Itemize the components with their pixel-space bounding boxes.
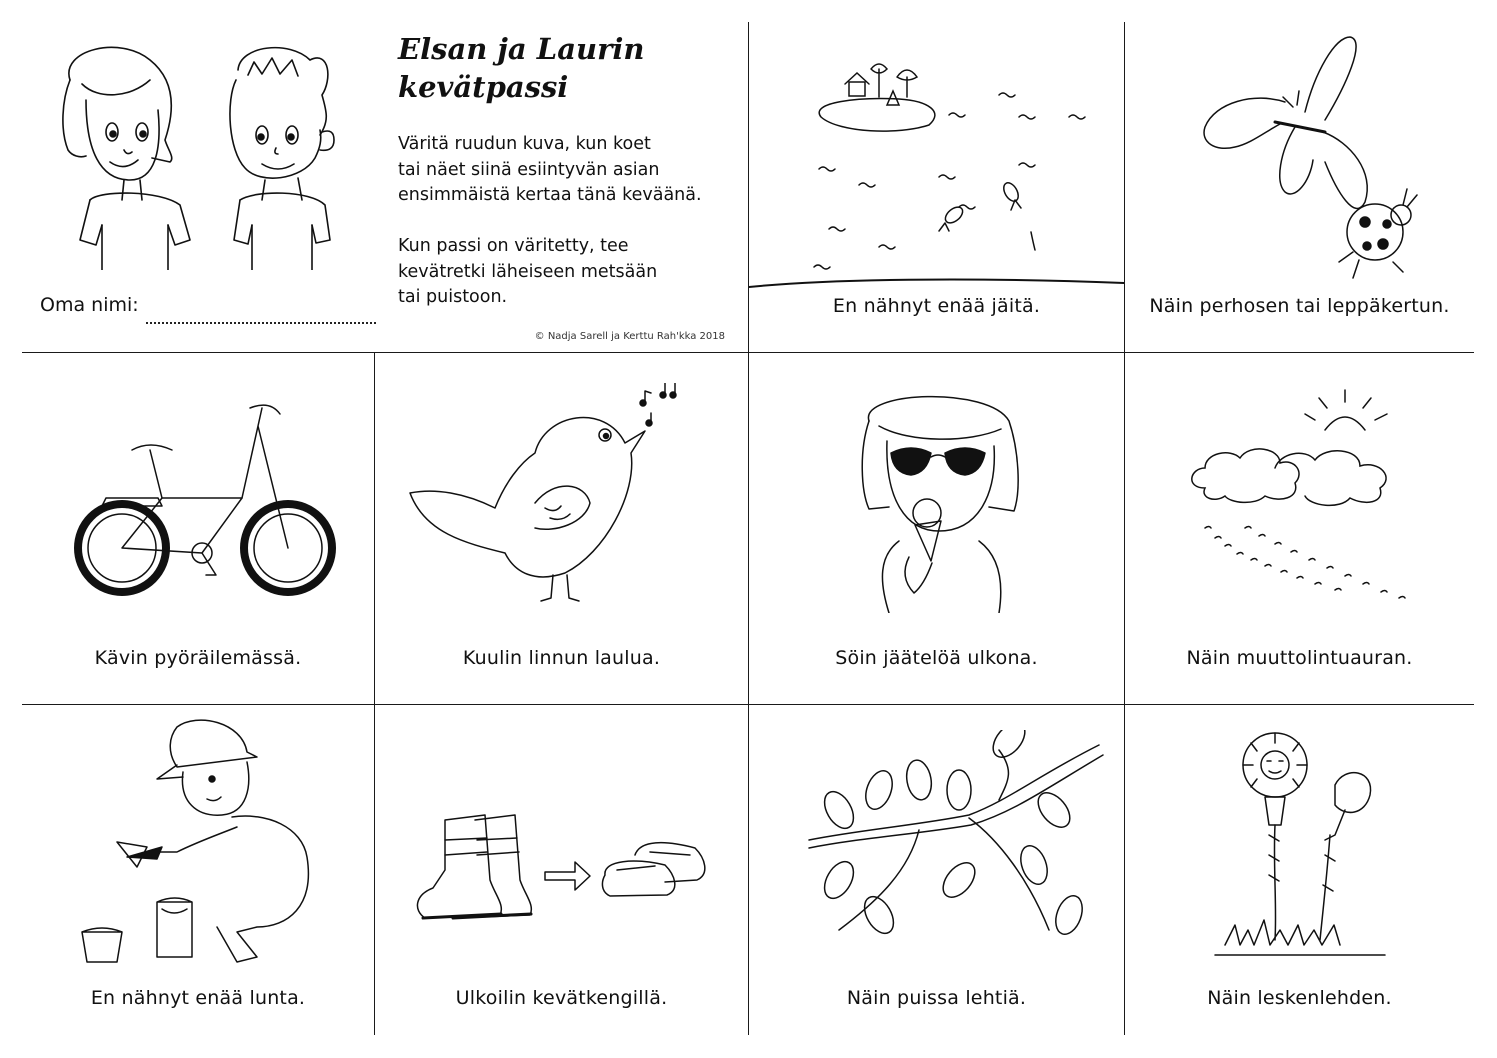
cell-caption: Söin jäätelöä ulkona. <box>835 647 1038 669</box>
boy-sandbox-icon <box>57 717 347 972</box>
instructions-line: ensimmäistä kertaa tänä keväänä. <box>398 185 702 205</box>
instructions-line: tai näet siinä esiintyvän asian <box>398 159 660 180</box>
cell-snow[interactable] <box>22 705 374 1035</box>
cell-leaves[interactable] <box>749 705 1124 1035</box>
cell-bird[interactable] <box>375 353 748 704</box>
leafy-branch-icon <box>799 730 1109 965</box>
name-label: Oma nimi: <box>40 294 139 316</box>
cell-caption: Kävin pyöräilemässä. <box>94 647 302 669</box>
cell-caption: Näin perhosen tai leppäkertun. <box>1149 295 1450 317</box>
instructions-line: tai puistoon. <box>398 287 508 307</box>
cell-caption: En nähnyt enää lunta. <box>90 987 306 1009</box>
kids-illustration <box>40 40 340 270</box>
cell-caption: Näin puissa lehtiä. <box>846 987 1027 1009</box>
cell-caption: En nähnyt enää jäitä. <box>832 295 1041 317</box>
singing-bird-icon <box>405 383 705 613</box>
copyright-text: © Nadja Sarell ja Kerttu Rah'kka 2018 <box>534 331 725 342</box>
cell-shoes[interactable] <box>375 705 748 1035</box>
title-line-2: kevätpassi <box>398 70 569 104</box>
cell-ice[interactable] <box>749 22 1124 352</box>
cell-caption: Näin muuttolintuauran. <box>1186 647 1413 669</box>
instructions-line: kevätretki läheiseen metsään <box>398 261 658 282</box>
cell-coltsfoot[interactable] <box>1125 705 1474 1035</box>
instructions-line: Väritä ruudun kuva, kun koet <box>398 134 651 154</box>
spring-shoes-icon <box>405 800 725 930</box>
lake-island-icon <box>749 57 1124 297</box>
page-title <box>398 30 644 106</box>
coltsfoot-flower-icon <box>1205 725 1395 965</box>
bicycle-icon <box>62 388 352 603</box>
instructions-block-2 <box>398 234 657 311</box>
girl-icecream-icon <box>839 381 1039 613</box>
migrating-birds-icon <box>1185 388 1425 613</box>
cell-caption: Kuulin linnun laulua. <box>462 647 661 669</box>
cell-caption: Ulkoilin kevätkengillä. <box>455 987 668 1009</box>
cell-icecream[interactable] <box>749 353 1124 704</box>
name-field[interactable] <box>146 322 376 324</box>
instructions-line: Kun passi on väritetty, tee <box>398 236 629 256</box>
title-line-1: Elsan ja Laurin <box>398 32 645 66</box>
cell-bike[interactable] <box>22 353 374 704</box>
instructions-block-1 <box>398 132 702 209</box>
cell-caption: Näin leskenlehden. <box>1207 987 1392 1009</box>
cell-butterfly[interactable] <box>1125 22 1474 352</box>
cell-migrating[interactable] <box>1125 353 1474 704</box>
butterfly-ladybug-icon <box>1175 32 1445 287</box>
